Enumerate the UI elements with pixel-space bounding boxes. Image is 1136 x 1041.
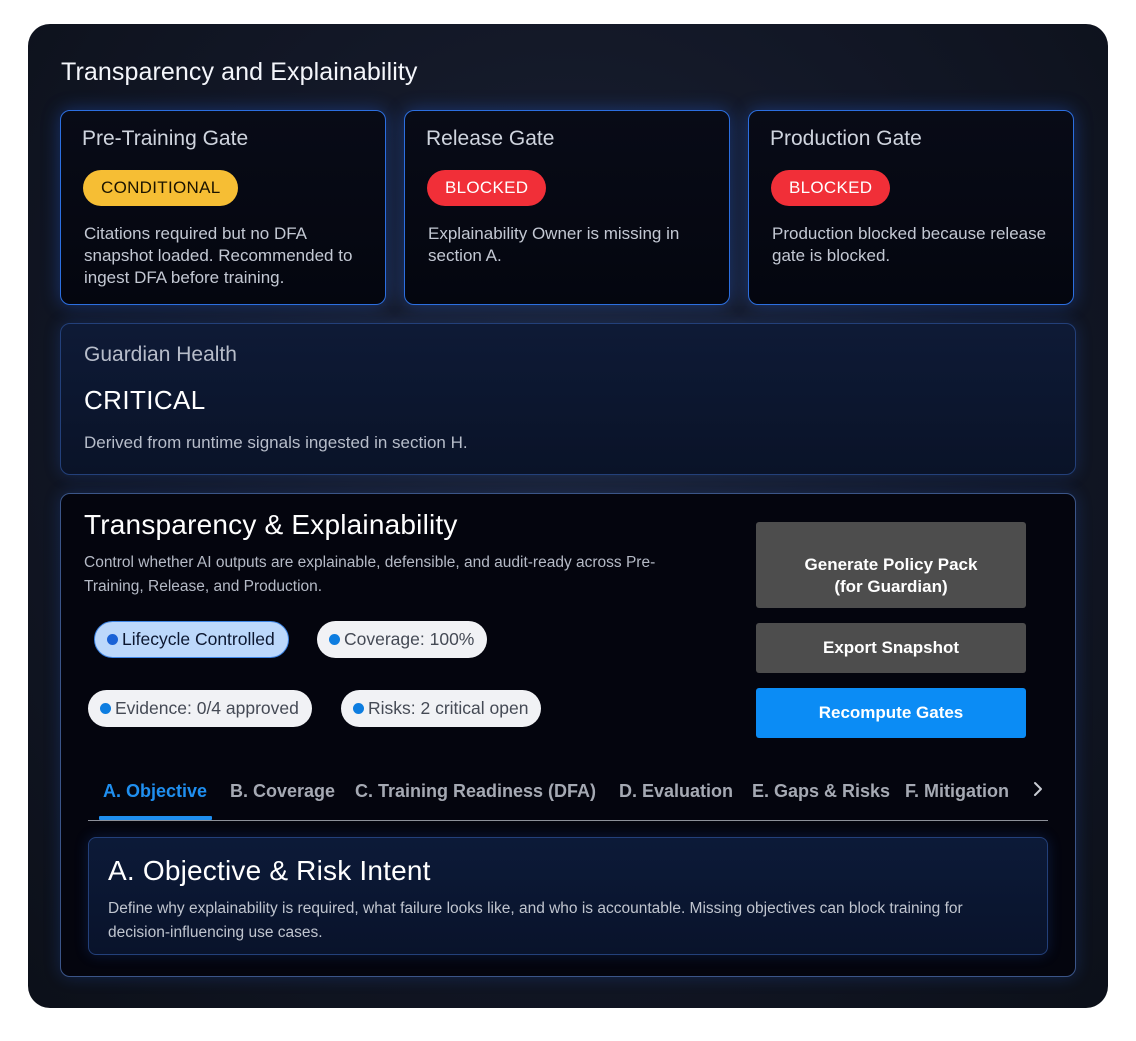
gate-description: Citations required but no DFA snapshot loaded. Recommended to ingest DFA before training.: [84, 224, 353, 287]
generate-policy-pack-button[interactable]: [756, 522, 1026, 608]
tab-coverage[interactable]: B. Coverage: [230, 781, 336, 801]
tab-mitigation[interactable]: F. Mitigation: [905, 781, 1009, 801]
gate-title: Release Gate: [426, 127, 555, 150]
page-title: Transparency and Explainability: [61, 58, 418, 86]
status-dot-icon: [353, 703, 364, 714]
status-badge: BLOCKED: [771, 170, 890, 206]
gate-title: Pre-Training Gate: [82, 127, 249, 150]
pre-training-gate-card: [60, 110, 386, 305]
panel-title: Transparency & Explainability: [84, 509, 458, 540]
pill-label: Risks: 2 critical open: [368, 698, 529, 718]
gate-description: Production blocked because release gate is blocked.: [772, 224, 1047, 265]
guardian-health-value: CRITICAL: [84, 385, 206, 415]
release-gate-card: [404, 110, 730, 305]
status-dot-icon: [329, 634, 340, 645]
pill-label: Evidence: 0/4 approved: [115, 698, 299, 718]
section-description: Define why explainability is required, what failure looks like, and who is accountable. Missing objectives can block training for decision-influencing use cases.: [108, 900, 980, 941]
objective-section-card: [88, 837, 1048, 955]
active-tab-indicator: [99, 816, 212, 820]
guardian-health-label: Guardian Health: [84, 343, 237, 366]
pill-label: Coverage: 100%: [344, 629, 475, 649]
section-tabs: [88, 763, 1048, 821]
tab-training-readiness[interactable]: C. Training Readiness (DFA): [355, 781, 597, 801]
recompute-gates-button[interactable]: Recompute Gates: [756, 688, 1026, 738]
button-label-line1: Generate Policy Pack: [804, 554, 978, 574]
gate-description: Explainability Owner is missing in section A.: [428, 224, 680, 265]
export-snapshot-button[interactable]: Export Snapshot: [756, 623, 1026, 673]
status-badge: CONDITIONAL: [83, 170, 238, 206]
button-label-line2: (for Guardian): [834, 576, 948, 596]
pill-evidence[interactable]: [88, 690, 312, 727]
transparency-control-panel: [60, 493, 1076, 977]
pill-label: Lifecycle Controlled: [122, 629, 275, 649]
gate-title: Production Gate: [770, 127, 922, 150]
tab-evaluation[interactable]: D. Evaluation: [619, 781, 734, 801]
production-gate-card: [748, 110, 1074, 305]
chevron-right-icon[interactable]: [1026, 777, 1050, 801]
panel-description: Control whether AI outputs are explainable, defensible, and audit-ready across Pre-Training, Release, and Production.: [84, 554, 656, 595]
pill-risks[interactable]: [341, 690, 541, 727]
section-title: A. Objective & Risk Intent: [108, 855, 431, 886]
pill-lifecycle-controlled[interactable]: [94, 621, 289, 658]
pill-coverage[interactable]: [317, 621, 487, 658]
transparency-panel-shell: [28, 24, 1108, 1008]
tab-objective[interactable]: A. Objective: [103, 781, 208, 801]
status-dot-icon: [107, 634, 118, 645]
guardian-health-card: [60, 323, 1076, 475]
guardian-health-description: Derived from runtime signals ingested in section H.: [84, 433, 468, 452]
status-dot-icon: [100, 703, 111, 714]
tab-gaps-risks[interactable]: E. Gaps & Risks: [752, 781, 891, 801]
status-badge: BLOCKED: [427, 170, 546, 206]
